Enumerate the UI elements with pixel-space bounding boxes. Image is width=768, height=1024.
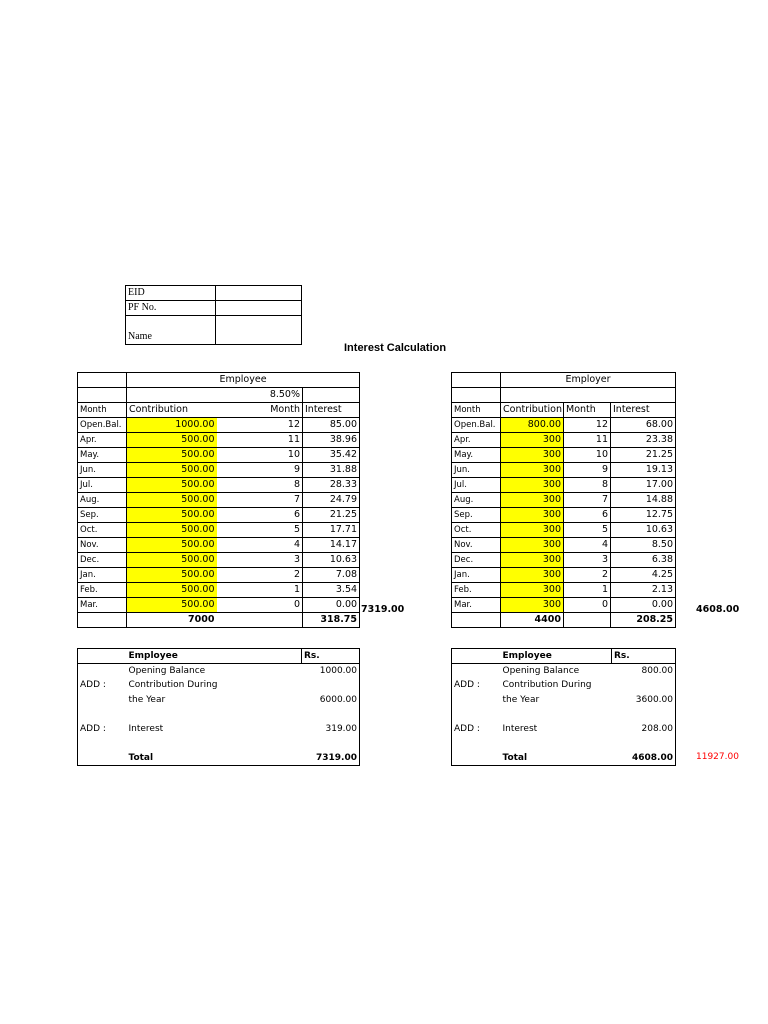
employee-interest-table	[77, 372, 360, 628]
months-cell: 6	[217, 508, 303, 523]
employer-grand-total: 4608.00	[696, 604, 740, 615]
contribution-label-2: the Year	[128, 694, 166, 705]
employee-header: Employee	[127, 373, 360, 388]
months-cell: 10	[217, 448, 303, 463]
interest-value: 319.00	[302, 722, 360, 737]
add-label-2: ADD :	[78, 722, 127, 737]
interest-cell: 19.13	[611, 462, 676, 477]
opening-balance-value: 1000.00	[302, 664, 360, 679]
interest-cell: 85.00	[303, 418, 360, 433]
opening-balance-label: Opening Balance	[501, 664, 612, 679]
opening-balance-label: Opening Balance	[127, 664, 302, 679]
eid-row	[126, 286, 302, 301]
months-cell: 9	[564, 462, 611, 477]
total-contribution: 4400	[501, 612, 564, 627]
table-row	[452, 417, 676, 432]
months-cell: 4	[217, 538, 303, 553]
table-row	[452, 477, 676, 492]
months-cell: 1	[217, 583, 303, 598]
employee-summary-table	[77, 648, 360, 766]
interest-cell: 4.25	[611, 567, 676, 582]
contribution-cell: 500.00	[127, 553, 217, 568]
contribution-label: Contribution During	[128, 680, 218, 691]
months-cell: 11	[217, 433, 303, 448]
table-row	[78, 478, 360, 493]
interest-cell: 21.25	[611, 447, 676, 462]
eid-label: EID	[126, 286, 216, 301]
summary-heading: Employee	[127, 649, 302, 664]
totals-blank	[564, 612, 611, 627]
contribution-value: 3600.00	[612, 693, 676, 708]
interest-cell: 21.25	[303, 508, 360, 523]
month-cell: Dec.	[452, 552, 501, 567]
month-cell: Nov.	[452, 537, 501, 552]
add-label-2: ADD :	[452, 722, 501, 737]
month-cell: Jan.	[452, 567, 501, 582]
col-interest-header: Interest	[611, 402, 676, 417]
table-row	[452, 537, 676, 552]
rs-label: Rs.	[302, 649, 360, 664]
months-cell: 0	[217, 598, 303, 613]
month-cell: Aug.	[78, 493, 127, 508]
table-row	[78, 448, 360, 463]
interest-value: 208.00	[612, 722, 676, 737]
contribution-cell: 300	[501, 522, 564, 537]
table-row	[78, 538, 360, 553]
employee-grand-total: 7319.00	[361, 604, 405, 615]
col-months-header: Month	[217, 403, 303, 418]
contribution-cell: 300	[501, 447, 564, 462]
rs-label: Rs.	[612, 649, 676, 664]
contribution-cell: 500.00	[127, 448, 217, 463]
month-cell: Open.Bal.	[452, 417, 501, 432]
months-cell: 10	[564, 447, 611, 462]
col-contribution-header: Contribution	[127, 403, 217, 418]
month-cell: May.	[452, 447, 501, 462]
months-cell: 4	[564, 537, 611, 552]
total-value: 4608.00	[612, 751, 676, 766]
months-cell: 12	[564, 417, 611, 432]
table-row	[452, 462, 676, 477]
month-cell: Jul.	[78, 478, 127, 493]
contribution-cell: 500.00	[127, 583, 217, 598]
add-label: ADD :	[452, 678, 501, 693]
month-cell: Apr.	[78, 433, 127, 448]
employer-interest-table	[451, 372, 676, 628]
interest-cell: 14.88	[611, 492, 676, 507]
employer-header: Employer	[501, 373, 676, 388]
contribution-cell: 300	[501, 597, 564, 612]
interest-cell: 7.08	[303, 568, 360, 583]
contribution-label: Contribution During	[502, 680, 592, 691]
col-month-header: Month	[78, 403, 127, 418]
totals-row	[452, 612, 676, 627]
interest-cell: 10.63	[611, 522, 676, 537]
months-cell: 7	[217, 493, 303, 508]
contribution-cell: 500.00	[127, 538, 217, 553]
months-cell: 0	[564, 597, 611, 612]
totals-blank	[78, 613, 127, 628]
months-cell: 6	[564, 507, 611, 522]
months-cell: 3	[564, 552, 611, 567]
contribution-cell: 300	[501, 537, 564, 552]
table-row	[452, 447, 676, 462]
months-cell: 1	[564, 582, 611, 597]
month-cell: Sep.	[78, 508, 127, 523]
pf-no-value	[216, 301, 302, 316]
months-cell: 11	[564, 432, 611, 447]
interest-rate: 8.50%	[217, 388, 303, 403]
totals-row	[78, 613, 360, 628]
employee-id-block	[125, 285, 302, 345]
table-row	[452, 582, 676, 597]
month-cell: Feb.	[78, 583, 127, 598]
contribution-cell: 300	[501, 462, 564, 477]
table-row	[78, 568, 360, 583]
total-contribution: 7000	[127, 613, 217, 628]
months-cell: 5	[564, 522, 611, 537]
table-row	[78, 508, 360, 523]
contribution-cell: 300	[501, 477, 564, 492]
totals-blank	[452, 612, 501, 627]
table-row	[452, 492, 676, 507]
total-interest: 318.75	[303, 613, 360, 628]
table-row	[78, 433, 360, 448]
month-cell: Open.Bal.	[78, 418, 127, 433]
month-cell: Apr.	[452, 432, 501, 447]
col-month-header: Month	[452, 402, 501, 417]
contribution-cell: 500.00	[127, 433, 217, 448]
month-cell: Oct.	[452, 522, 501, 537]
table-row	[452, 552, 676, 567]
interest-cell: 0.00	[303, 598, 360, 613]
interest-cell: 17.71	[303, 523, 360, 538]
pf-no-row	[126, 301, 302, 316]
interest-cell: 8.50	[611, 537, 676, 552]
contribution-cell: 500.00	[127, 463, 217, 478]
month-cell: Mar.	[452, 597, 501, 612]
table-row	[78, 418, 360, 433]
months-cell: 8	[564, 477, 611, 492]
eid-value	[216, 286, 302, 301]
employer-summary-table	[451, 648, 676, 766]
total-interest: 208.25	[611, 612, 676, 627]
months-cell: 12	[217, 418, 303, 433]
total-label: Total	[501, 751, 612, 766]
month-cell: Jan.	[78, 568, 127, 583]
interest-cell: 17.00	[611, 477, 676, 492]
table-row	[452, 432, 676, 447]
interest-label: Interest	[502, 723, 538, 734]
table-row	[452, 522, 676, 537]
contribution-cell: 300	[501, 492, 564, 507]
contribution-cell: 500.00	[127, 493, 217, 508]
interest-cell: 3.54	[303, 583, 360, 598]
months-cell: 5	[217, 523, 303, 538]
contribution-cell: 300	[501, 432, 564, 447]
col-months-header: Month	[564, 402, 611, 417]
interest-cell: 12.75	[611, 507, 676, 522]
interest-label: Interest	[128, 723, 164, 734]
col-interest-header: Interest	[303, 403, 360, 418]
interest-cell: 35.42	[303, 448, 360, 463]
interest-cell: 23.38	[611, 432, 676, 447]
table-row	[78, 553, 360, 568]
interest-cell: 38.96	[303, 433, 360, 448]
summary-heading: Employee	[501, 649, 612, 664]
contribution-cell: 300	[501, 582, 564, 597]
contribution-label-2: the Year	[502, 694, 540, 705]
month-cell: May.	[78, 448, 127, 463]
months-cell: 7	[564, 492, 611, 507]
contribution-cell: 500.00	[127, 568, 217, 583]
contribution-cell: 300	[501, 567, 564, 582]
opening-balance-value: 800.00	[612, 664, 676, 679]
contribution-cell: 500.00	[127, 478, 217, 493]
name-row	[126, 316, 302, 345]
months-cell: 2	[564, 567, 611, 582]
contribution-cell: 500.00	[127, 598, 217, 613]
interest-cell: 2.13	[611, 582, 676, 597]
interest-cell: 14.17	[303, 538, 360, 553]
month-cell: Feb.	[452, 582, 501, 597]
month-cell: Sep.	[452, 507, 501, 522]
month-cell: Dec.	[78, 553, 127, 568]
table-row	[452, 597, 676, 612]
contribution-cell: 800.00	[501, 417, 564, 432]
pf-no-label: PF No.	[126, 301, 216, 316]
table-row	[452, 567, 676, 582]
months-cell: 3	[217, 553, 303, 568]
col-contribution-header: Contribution	[501, 402, 564, 417]
name-label: Name	[126, 316, 216, 345]
interest-cell: 24.79	[303, 493, 360, 508]
interest-cell: 6.38	[611, 552, 676, 567]
contribution-value: 6000.00	[302, 693, 360, 708]
contribution-cell: 300	[501, 552, 564, 567]
table-row	[78, 493, 360, 508]
table-row	[78, 463, 360, 478]
month-cell: Jun.	[452, 462, 501, 477]
table-row	[78, 583, 360, 598]
month-cell: Nov.	[78, 538, 127, 553]
month-cell: Jun.	[78, 463, 127, 478]
combined-total: 11927.00	[696, 752, 739, 762]
months-cell: 9	[217, 463, 303, 478]
contribution-cell: 300	[501, 507, 564, 522]
total-value: 7319.00	[302, 751, 360, 766]
totals-blank	[217, 613, 303, 628]
total-label: Total	[127, 751, 302, 766]
months-cell: 2	[217, 568, 303, 583]
interest-cell: 31.88	[303, 463, 360, 478]
contribution-cell: 500.00	[127, 523, 217, 538]
name-value	[216, 316, 302, 345]
contribution-cell: 500.00	[127, 508, 217, 523]
month-cell: Mar.	[78, 598, 127, 613]
months-cell: 8	[217, 478, 303, 493]
interest-cell: 68.00	[611, 417, 676, 432]
page-title: Interest Calculation	[344, 342, 447, 354]
table-row	[452, 507, 676, 522]
month-cell: Oct.	[78, 523, 127, 538]
contribution-cell: 1000.00	[127, 418, 217, 433]
table-row	[78, 598, 360, 613]
table-row	[78, 523, 360, 538]
month-cell: Jul.	[452, 477, 501, 492]
interest-cell: 10.63	[303, 553, 360, 568]
add-label: ADD :	[78, 678, 127, 693]
month-cell: Aug.	[452, 492, 501, 507]
interest-cell: 28.33	[303, 478, 360, 493]
interest-cell: 0.00	[611, 597, 676, 612]
